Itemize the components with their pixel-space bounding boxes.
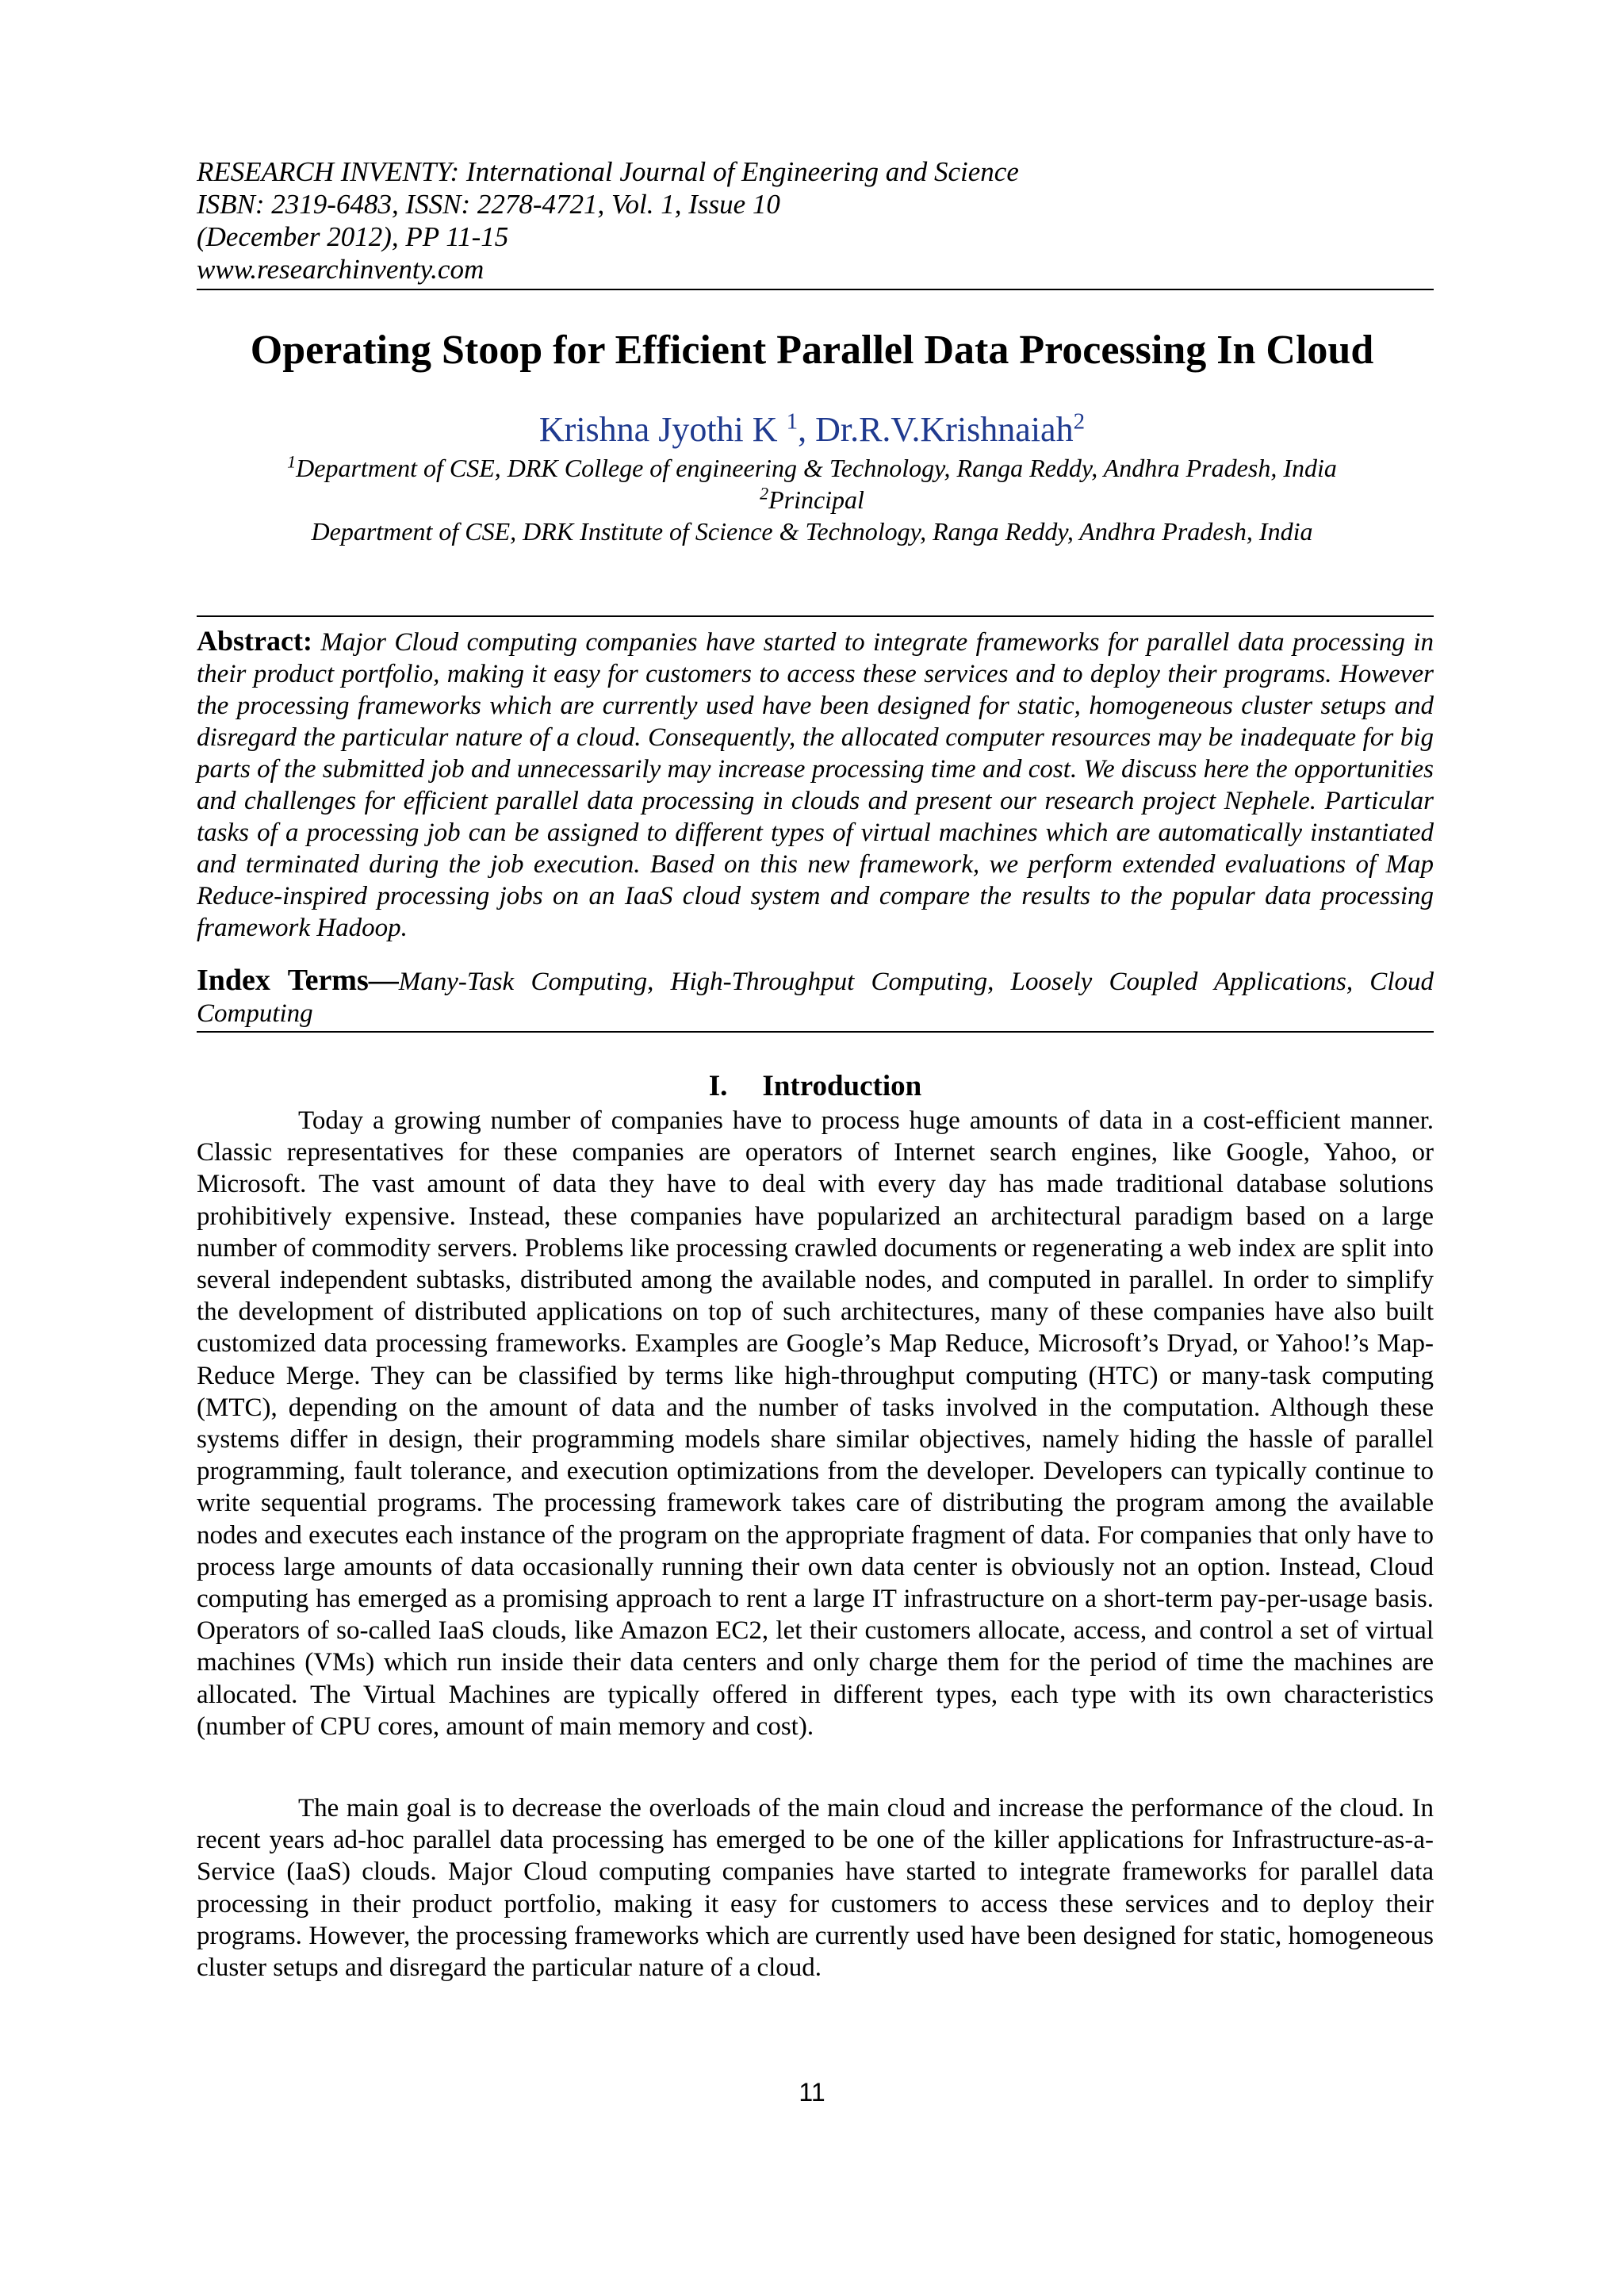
section-heading	[197, 1069, 1434, 1104]
author-1: Krishna Jyothi K	[538, 410, 787, 449]
journal-website: www.researchinventy.com	[197, 254, 485, 285]
abstract	[197, 615, 1434, 944]
index-terms-label: Index Terms—	[197, 964, 399, 997]
affiliation-2-role	[159, 484, 1465, 516]
affiliation-1-mark: 1	[287, 451, 297, 472]
affiliation-1-text: Department of CSE, DRK College of engineering & Technology, Ranga Reddy, Andhra Pradesh, India	[296, 454, 1337, 482]
author-line	[159, 408, 1465, 451]
body-paragraph: Today a growing number of companies have to process huge amounts of data in a cost-efficient manner. Classic representatives for these companies are operators of Internet search engines, like Google, Yahoo, or Microsoft. The vast amount of data they have to deal with every day has made traditional database solutions prohibitively expensive. Instead, these companies have popularized an architectural paradigm based on a large number of commodity servers. Problems like processing crawled documents or regenerating a web index are split into several independent subtasks, distributed among the available nodes, and computed in parallel. In order to simplify the development of distributed applications on top of such architectures, many of these companies have also built customized data processing frameworks. Examples are Google’s Map Reduce, Microsoft’s Dryad, or Yahoo!’s Map-Reduce Merge. They can be classified by terms like high-throughput computing (HTC) or many-task computing (MTC), depending on the amount of data and the number of tasks involved in the computation. Although these systems differ in design, their programming models share similar objectives, namely hiding the hassle of parallel programming, fault tolerance, and execution optimizations from the developer. Developers can typically continue to write sequential programs. The processing framework takes care of distributing the program among the available nodes and executes each instance of the program on the appropriate fragment of data. For companies that only have to process large amounts of data occasionally running their own data center is obviously not an option. Instead, Cloud computing has emerged as a promising approach to rent a large IT infrastructure on a short-term pay-per-usage basis. Operators of so-called IaaS clouds, like Amazon EC2, let their customers allocate, access, and control a set of virtual machines (VMs) which run inside their data centers and only charge them for the period of time the machines are allocated. The Virtual Machines are typically offered in different types, each type with its own characteristics (number of CPU cores, amount of main memory and cost).	[197, 1106, 1434, 1741]
journal-date-pages: (December 2012), PP 11-15	[197, 221, 509, 252]
affiliations	[159, 452, 1465, 547]
page-number: 11	[799, 2078, 825, 2106]
index-terms	[197, 964, 1434, 1033]
affiliation-2-role-text: Principal	[768, 485, 864, 514]
author-separator: ,	[798, 410, 816, 449]
affiliation-1	[159, 452, 1465, 484]
body-paragraph: The main goal is to decrease the overloads of the main cloud and increase the performance of the cloud. In recent years ad-hoc parallel data processing has emerged to be one of the killer applications for Infrastructure-as-a-Service (IaaS) clouds. Major Cloud computing companies have started to integrate frameworks for parallel data processing in their product portfolio, making it easy for customers to access these services and to deploy their programs. However, the processing frameworks which are currently used have been designed for static, homogeneous cluster setups and disregard the particular nature of a cloud.	[197, 1794, 1434, 1983]
journal-header	[197, 155, 1434, 290]
section-number: I.	[708, 1070, 728, 1102]
abstract-text: Major Cloud computing companies have started to integrate frameworks for parallel data processing in their product portfolio, making it easy for customers to access these services and to deploy their programs. However the processing frameworks which are currently used have been designed for static, homogeneous cluster setups and disregard the particular nature of a cloud. Consequently, the allocated computer resources may be inadequate for big parts of the submitted job and unnecessarily may increase processing time and cost. We discuss here the opportunities and challenges for efficient parallel data processing in clouds and present our research project Nephele. Particular tasks of a processing job can be assigned to different types of virtual machines which are automatically instantiated and terminated during the job execution. Based on this new framework, we perform extended evaluations of Map Reduce-inspired processing jobs on an IaaS cloud system and compare the results to the popular data processing framework Hadoop.	[197, 628, 1434, 942]
journal-name: RESEARCH INVENTY: International Journal of Engineering and Science	[197, 156, 1019, 187]
journal-issn: ISBN: 2319-6483, ISSN: 2278-4721, Vol. 1, Issue 10	[197, 189, 780, 220]
author-2-affiliation-mark: 2	[1073, 408, 1086, 435]
affiliation-2: Department of CSE, DRK Institute of Science & Technology, Ranga Reddy, Andhra Pradesh, India	[311, 517, 1313, 546]
section-title: Introduction	[762, 1070, 922, 1102]
paper-title: Operating Stoop for Efficient Parallel Data Processing In Cloud	[250, 328, 1374, 373]
author-2: Dr.R.V.Krishnaiah	[815, 410, 1074, 449]
affiliation-2-mark: 2	[760, 483, 769, 504]
abstract-label: Abstract:	[197, 625, 312, 657]
author-1-affiliation-mark: 1	[786, 408, 799, 435]
index-terms-text: Many-Task Computing, High-Throughput Computing, Loosely Coupled Applications, Cloud Computing	[197, 968, 1434, 1028]
